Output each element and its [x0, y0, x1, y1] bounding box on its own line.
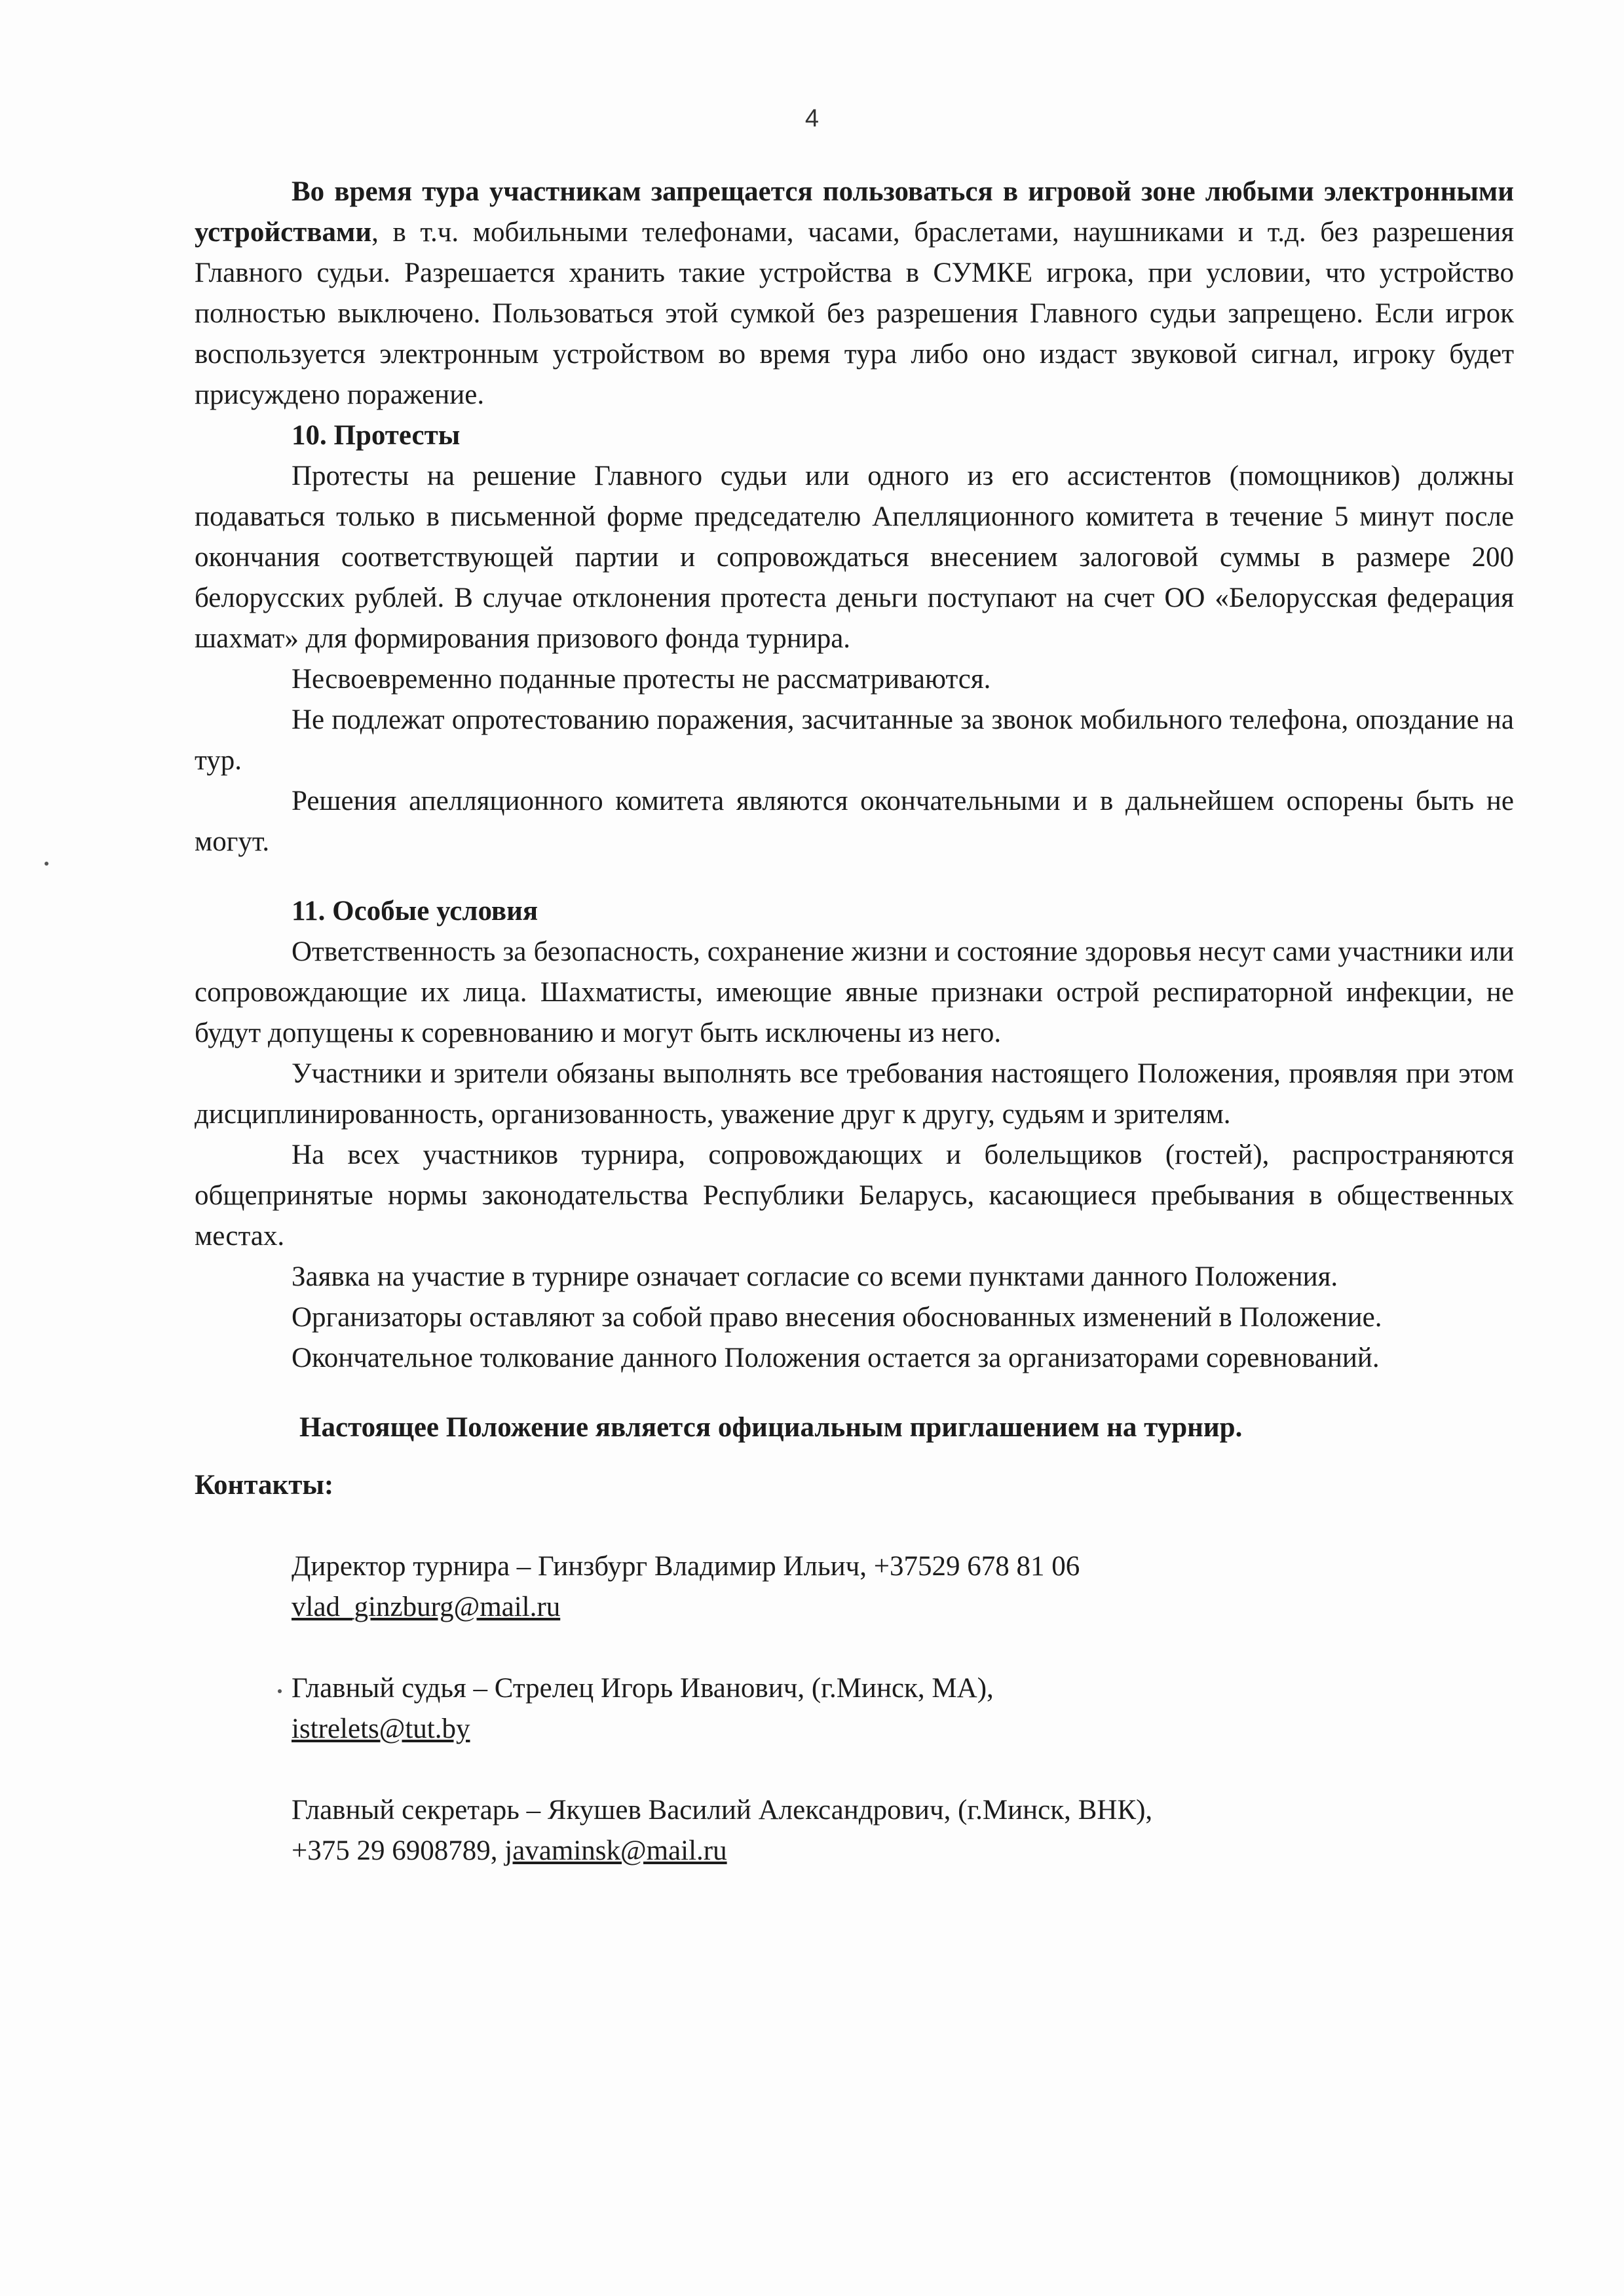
- page-number: 4: [804, 105, 820, 132]
- section-11-paragraph: Участники и зрители обязаны выполнять все требования настоящего Положения, проявляя при этом дисциплинированность, организованность, уважение друг к другу, судьям и зрителям.: [195, 1058, 1514, 1130]
- intro-paragraph: [195, 172, 1514, 415]
- chief-secretary-phone: +375 29 6908789,: [292, 1835, 498, 1866]
- contact-chief-secretary: Главный секретарь – Якушев Василий Александрович, (г.Минск, ВНК),: [292, 1795, 1153, 1826]
- section-10-heading: 10. Протесты: [292, 420, 461, 451]
- section-11-paragraph: Организаторы оставляют за собой право внесения обоснованных изменений в Положение.: [292, 1302, 1382, 1333]
- contact-chief-arbiter: Главный судья – Стрелец Игорь Иванович, (г.Минск, МА),: [292, 1673, 994, 1704]
- section-11-paragraph: На всех участников турнира, сопровождающих и болельщиков (гостей), распространяются общепринятые нормы законодательства Республики Беларусь, касающиеся пребывания в общественных местах.: [195, 1139, 1514, 1252]
- contact-director: Директор турнира – Гинзбург Владимир Ильич, +37529 678 81 06: [292, 1551, 1080, 1582]
- director-email-link[interactable]: vlad_ginzburg@mail.ru: [292, 1592, 561, 1622]
- section-10-paragraph: Несвоевременно поданные протесты не рассматриваются.: [292, 664, 991, 695]
- section-11-paragraph: Заявка на участие в турнире означает согласие со всеми пунктами данного Положения.: [292, 1261, 1338, 1292]
- intro-bold-lead: Во время тура участникам запрещается пользоваться в игровой зоне любыми электронными устройствами: [195, 176, 1514, 248]
- document-body: [195, 172, 1514, 1871]
- contact-chief-arbiter-email-line: [195, 1709, 1514, 1750]
- section-10-paragraph: Протесты на решение Главного судьи или одного из его ассистентов (помощников) должны подаваться только в письменной форме председателю Апелляционного комитета в течение 5 минут после окончания соответствующей партии и сопровождаться внесением залоговой суммы в размере 200 белорусских рублей. В случае отклонения протеста деньги поступают на счет ОО «Белорусская федерация шахмат» для формирования призового фонда турнира.: [195, 461, 1514, 654]
- chief-arbiter-email-link[interactable]: istrelets@tut.by: [292, 1713, 470, 1744]
- intro-rest: , в т.ч. мобильными телефонами, часами, браслетами, наушниками и т.д. без разрешения Главного судьи. Разрешается хранить такие устройства в СУМКЕ игрока, при условии, что устройство полностью выключено. Пользоваться этой сумкой без разрешения Главного судьи запрещено. Если игрок воспользуется электронным устройством во время тура либо оно издаст звуковой сигнал, игроку будет присуждено поражение.: [195, 217, 1514, 410]
- scan-speck-mark: [45, 862, 48, 866]
- section-11-heading: 11. Особые условия: [292, 896, 538, 927]
- section-11-paragraph: Окончательное толкование данного Положения остается за организаторами соревнований.: [292, 1343, 1380, 1373]
- section-10-paragraph: Решения апелляционного комитета являются окончательными и в дальнейшем оспорены быть не могут.: [195, 786, 1514, 857]
- section-10-paragraph: Не подлежат опротестованию поражения, засчитанные за звонок мобильного телефона, опоздание на тур.: [195, 704, 1514, 776]
- official-invitation-note: Настоящее Положение является официальным приглашением на турнир.: [299, 1412, 1243, 1443]
- contact-chief-secretary-phone-line: [195, 1831, 1514, 1871]
- contact-director-email-line: [195, 1587, 1514, 1628]
- contacts-title: Контакты:: [195, 1470, 334, 1501]
- chief-secretary-email-link[interactable]: javaminsk@mail.ru: [504, 1835, 727, 1866]
- scan-speck-mark: [278, 1689, 282, 1693]
- section-11-paragraph: Ответственность за безопасность, сохранение жизни и состояние здоровья несут сами участники или сопровождающие их лица. Шахматисты, имеющие явные признаки острой респираторной инфекции, не будут допущены к соревнованию и могут быть исключены из него.: [195, 936, 1514, 1048]
